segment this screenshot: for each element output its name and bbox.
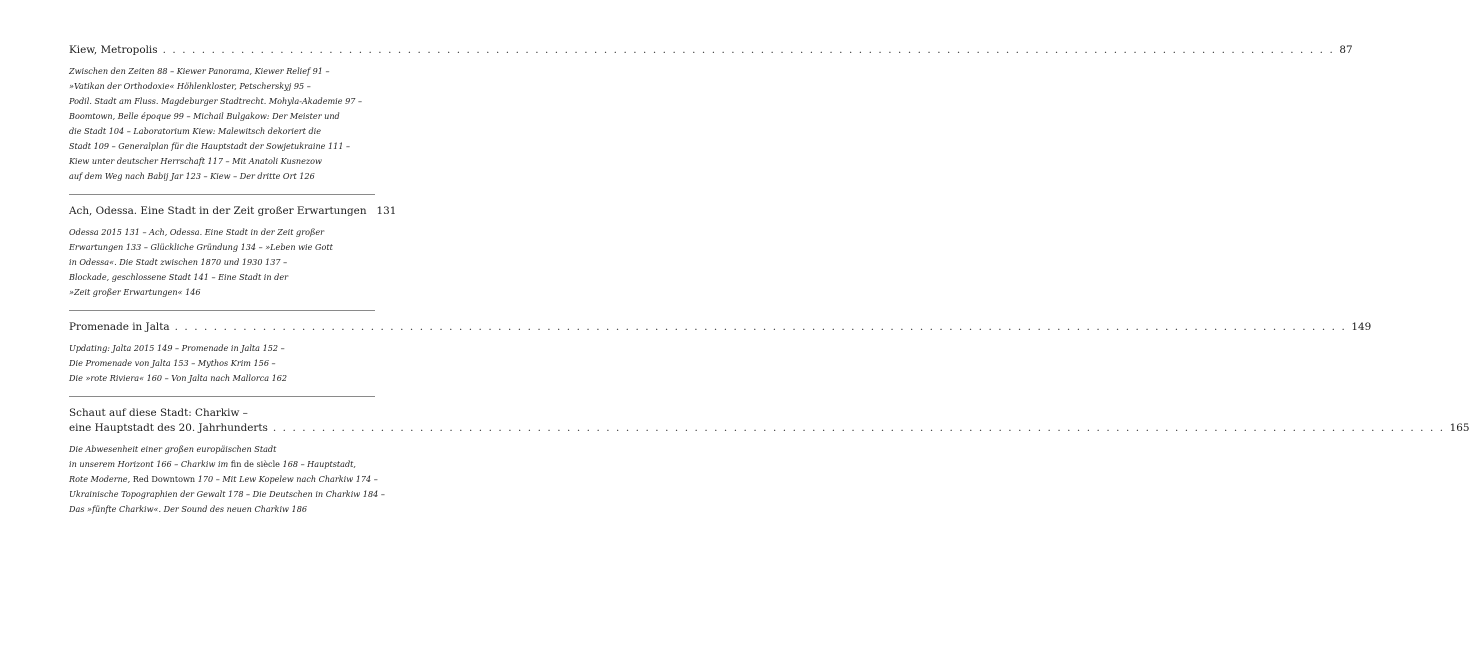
subsection-text: Blockade, geschlossene Stadt 141 – Eine Stadt in der — [69, 272, 288, 282]
subsection-line — [69, 502, 375, 517]
chapter-title: Schaut auf diese Stadt: Charkiw – — [69, 407, 248, 419]
subsection-text-upright: fin de siècle — [230, 459, 280, 469]
chapter-title-line — [69, 43, 1353, 58]
subsection-text: in Odessa«. Die Stadt zwischen 1870 und 1930 137 – — [69, 257, 288, 267]
toc-entry — [69, 406, 1470, 517]
chapter-subsections — [69, 341, 375, 386]
subsection-line — [69, 139, 375, 154]
chapter-title-line — [69, 204, 397, 219]
subsection-line — [69, 255, 375, 270]
subsection-line — [69, 270, 375, 285]
subsection-line — [69, 94, 375, 109]
subsection-text: »Vatikan der Orthodoxie« Höhlenkloster, Petscherskyj 95 – — [69, 81, 311, 91]
toc-entry — [69, 320, 1372, 386]
subsection-line — [69, 79, 375, 94]
toc-entry — [69, 204, 397, 300]
dot-leader: . . . . . . . . . . . . . . . . . . . . . . . . . . . . . . . . . . . . . . . . . . . . . . . . . . . . . . . . . . . . . . . . . . . . . . . . . . . . . . . . . . . . . . . . . . . . . . . . . . . . . . . . . . . . . . . . . . . . . . . . — [174, 321, 1347, 333]
subsection-line — [69, 225, 375, 240]
section-divider — [69, 194, 375, 195]
dot-leader: . . . . . . . . . . . . . . . . . . . . . . . . . . . . . . . . . . . . . . . . . . . . . . . . . . . . . . . . . . . . . . . . . . . . . . . . . . . . . . . . . . . . . . . . . . . . . . . . . . . . . . . . . . . . . . . . . . . . . . . . — [162, 44, 1335, 56]
subsection-text: Die »rote Riviera« 160 – Von Jalta nach Mallorca 162 — [69, 373, 288, 383]
subsection-line — [69, 109, 375, 124]
subsection-line — [69, 240, 375, 255]
subsection-line — [69, 487, 385, 502]
subsection-text-upright: Red Downtown — [132, 474, 196, 484]
chapter-title: Ach, Odessa. Eine Stadt in der Zeit großer Erwartungen — [69, 205, 367, 217]
toc-entry — [69, 43, 1353, 184]
subsection-line — [69, 285, 375, 300]
subsection-text: Die Promenade von Jalta 153 – Mythos Krim 156 – — [69, 358, 276, 368]
subsection-line — [69, 341, 375, 356]
subsection-line — [69, 356, 375, 371]
chapter-title: eine Hauptstadt des 20. Jahrhunderts — [69, 422, 268, 434]
subsection-text: Erwartungen 133 – Glückliche Gründung 134 – »Leben wie Gott — [69, 242, 333, 252]
section-divider — [69, 310, 375, 311]
subsection-text: Stadt 109 – Generalplan für die Hauptstadt der Sowjetukraine 111 – — [69, 141, 351, 151]
subsection-text: Podil. Stadt am Fluss. Magdeburger Stadtrecht. Mohyla-Akademie 97 – — [69, 96, 363, 106]
subsection-text: Rote Moderne, — [69, 474, 133, 484]
subsection-text: 168 – Hauptstadt, — [279, 459, 356, 469]
subsection-line — [69, 154, 375, 169]
page-number: 149 — [1351, 321, 1372, 333]
subsection-text: 170 – Mit Lew Kopelew nach Charkiw 174 – — [195, 474, 378, 484]
chapter-subsections — [69, 442, 385, 517]
subsection-line — [69, 371, 375, 386]
subsection-text: Kiew unter deutscher Herrschaft 117 – Mit Anatoli Kusnezow — [69, 156, 322, 166]
subsection-line — [69, 124, 375, 139]
subsection-text: Boomtown, Belle époque 99 – Michail Bulgakow: Der Meister und — [69, 111, 340, 121]
subsection-text: Zwischen den Zeiten 88 – Kiewer Panorama, Kiewer Relief 91 – — [69, 66, 330, 76]
chapter-title-line — [69, 406, 375, 421]
table-of-contents — [69, 43, 1470, 517]
subsection-text: auf dem Weg nach Babij Jar 123 – Kiew – Der dritte Ort 126 — [69, 171, 315, 181]
subsection-text: Ukrainische Topographien der Gewalt 178 – Die Deutschen in Charkiw 184 – — [69, 489, 385, 499]
chapter-title-line — [69, 421, 1470, 436]
chapter-subsections — [69, 225, 375, 300]
subsection-text: die Stadt 104 – Laboratorium Kiew: Malewitsch dekoriert die — [69, 126, 322, 136]
chapter-title-line — [69, 320, 1372, 335]
subsection-line — [69, 442, 375, 457]
subsection-text: Das »fünfte Charkiw«. Der Sound des neuen Charkiw 186 — [69, 504, 307, 514]
subsection-text: Odessa 2015 131 – Ach, Odessa. Eine Stadt in der Zeit großer — [69, 227, 325, 237]
section-divider — [69, 396, 375, 397]
chapter-title: Kiew, Metropolis — [69, 44, 158, 56]
chapter-title: Promenade in Jalta — [69, 321, 170, 333]
subsection-text: Updating: Jalta 2015 149 – Promenade in Jalta 152 – — [69, 343, 285, 353]
subsection-line — [69, 457, 375, 472]
subsection-line — [69, 64, 375, 79]
subsection-line — [69, 472, 378, 487]
page-number: 165 — [1449, 422, 1470, 434]
dot-leader: . . . . . . . . . . . . . . . . . . . . . . . . . . . . . . . . . . . . . . . . . . . . . . . . . . . . . . . . . . . . . . . . . . . . . . . . . . . . . . . . . . . . . . . . . . . . . . . . . . . . . . . . . . . . . . . . . . . . . . . . — [272, 422, 1445, 434]
page-number: 87 — [1339, 44, 1353, 56]
page-number: 131 — [376, 205, 397, 217]
subsection-text: in unserem Horizont 166 – Charkiw im — [69, 459, 231, 469]
subsection-text: Die Abwesenheit einer großen europäischen Stadt — [69, 444, 277, 454]
subsection-line — [69, 169, 375, 184]
chapter-subsections — [69, 64, 375, 184]
subsection-text: »Zeit großer Erwartungen« 146 — [69, 287, 201, 297]
